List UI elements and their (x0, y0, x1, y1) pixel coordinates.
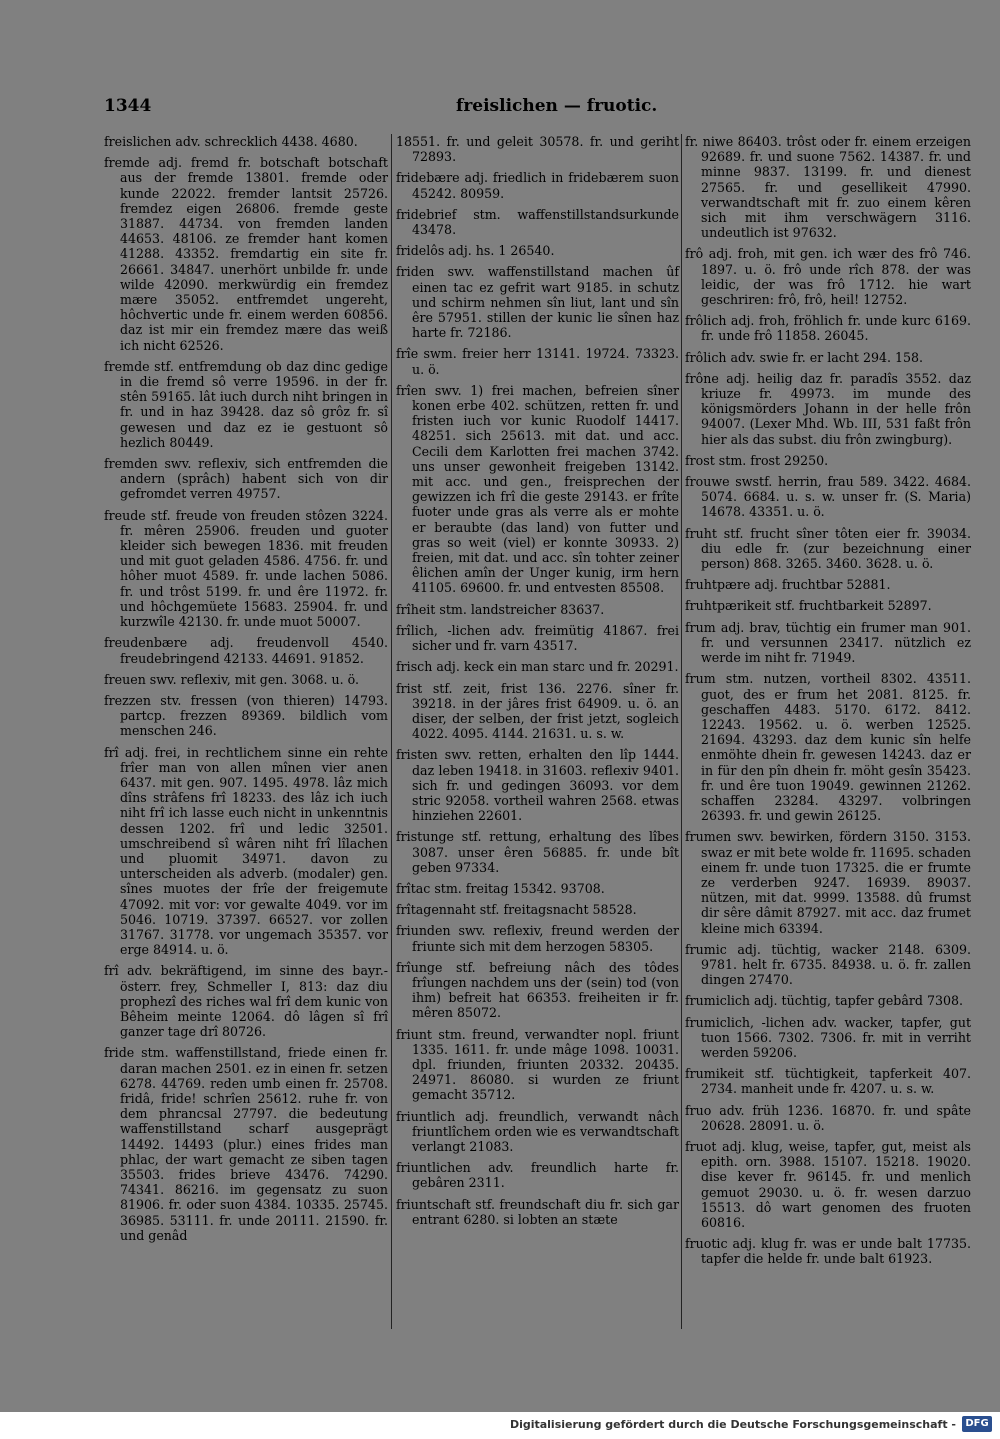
dictionary-entry: frumiclich, -lichen adv. wacker, tapfer, gut tuon 1566. 7302. 7306. fr. mit in verriht werden 59206. (685, 1014, 971, 1060)
dictionary-entry: frîheit stm. landstreicher 83637. (396, 601, 605, 617)
dictionary-entry: frîlich, -lichen adv. freimütig 41867. frei sicher und fr. varn 43517. (396, 622, 679, 654)
dictionary-entry: fr. niwe 86403. trôst oder fr. einem erzeigen 92689. fr. und suone 7562. 14387. fr. und minne 9837. 13199. fr. und dienest 27565. fr. und gesellikeit 47990. verwandtschaft mit fr. zuo einem kêren sich mit ihm verschwägern 3116. undeutlich ist 97632. (685, 134, 971, 241)
dictionary-entry: frezzen stv. fressen (von thieren) 14793. partcp. frezzen 89369. bildlich vom menschen 246. (104, 692, 388, 739)
dictionary-entry: friuntlich adj. freundlich, verwandt nâch friuntlîchem orden wie es verwandtschaft verlangt 21083. (396, 1108, 679, 1154)
dfg-logo-icon: DFG (962, 1416, 992, 1432)
dictionary-entry: frost stm. frost 29250. (685, 452, 829, 468)
dictionary-entry: friden swv. waffenstillstand machen ûf einen tac ez gefrit wart 9185. in schutz und schirm nehmen sîn liut, lant und sîn êre 57951. stillen der kunic lie sînen haz harte fr. 72186. (396, 264, 679, 341)
dictionary-entry: frîen swv. 1) frei machen, befreien sîner konen erbe 402. schützen, retten fr. und fristen iuch vor kunic Ruodolf 14417. 48251. sich 25613. mit dat. und acc. Cecili dem Karlotten frei machen 3742. uns unser gewonheit freigeben 13142. mit acc. und gen., freisprechen der gewizzen ich frî die geste 29143. er frîte fuoter unde gras als verre als er mohte er beraubte (das land) von futter und gras so weit (viel) er konnte 30933. 2) freien, mit dat. und acc. sîn tohter zeiner êlichen amîn der Unger kunig, irm hern 41105. 69600. fr. und entvesten 85508. (396, 382, 679, 596)
dictionary-entry: frumikeit stf. tüchtigkeit, tapferkeit 407. 2734. manheit unde fr. 4207. u. s. w. (685, 1066, 971, 1097)
dictionary-entry: frum adj. brav, tüchtig ein frumer man 901. fr. und versunnen 23417. nützlich ez werde im niht fr. 71949. (685, 619, 971, 666)
dictionary-entry: fridelôs adj. hs. 1 26540. (396, 243, 555, 259)
dictionary-entry: frumic adj. tüchtig, wacker 2148. 6309. 9781. helt fr. 6735. 84938. u. ö. fr. zallen dingen 27470. (685, 941, 971, 988)
dictionary-entry: frî adv. bekräftigend, im sinne des bayr.-österr. frey, Schmeller I, 813: daz diu prophezî des riches wal frî dem kunic von Bêheim meinte 12064. dô lâgen sî frî ganzer tage drî 80726. (104, 963, 388, 1040)
funding-notice: Digitalisierung gefördert durch die Deutsche Forschungsgemeinschaft - (509, 1418, 956, 1431)
dictionary-entry: freuen swv. reflexiv, mit gen. 3068. u. ö. (104, 671, 359, 687)
dictionary-entry: frumiclich adj. tüchtig, tapfer gebârd 7308. (685, 993, 964, 1009)
dictionary-entry: frum stm. nutzen, vortheil 8302. 43511. guot, des er frum het 2081. 8125. fr. geschaffen 4483. 5170. 6172. 8412. 12243. 19562. u. ö. werben 12525. 21694. 43293. daz dem kunic sîn helfe enmöhte dhein fr. gewesen 14243. daz er in für den pîn dhein fr. möht gesîn 35423. fr. und êre tuon 19049. gewinnen 21262. schaffen 23284. 43297. volbringen 26393. fr. und gewin 26125. (685, 671, 971, 824)
dictionary-entry: fremden swv. reflexiv, sich entfremden die andern (sprâch) habent sich von dir gefromdet verren 49757. (104, 456, 388, 502)
dictionary-entry: fristunge stf. rettung, erhaltung des lîbes 3087. unser êren 56885. fr. unde bît geben 97334. (396, 829, 679, 875)
page-number: 1344 (104, 96, 152, 116)
dictionary-entry: freude stf. freude von freuden stôzen 3224. fr. mêren 25906. freuden und guoter kleider sich bewegen 1836. mit freuden und mit guot geladen 4586. 4756. fr. und hôher muot 4589. fr. unde lachen 5086. fr. und trôst 5199. fr. und êre 11972. fr. und hôchgemüete 15683. 25904. fr. und kurzwîle 42130. fr. unde muot 50007. (104, 507, 388, 630)
dictionary-entry: fruo adv. früh 1236. 16870. fr. und spâte 20628. 28091. u. ö. (685, 1102, 971, 1133)
dictionary-entry: frôlich adv. swie fr. er lacht 294. 158. (685, 349, 924, 365)
dictionary-entry: frist stf. zeit, frist 136. 2276. sîner fr. 39218. in der jâres frist 64909. u. ö. an diser, der selben, der frist jetzt, sogleich 4022. 4095. 4144. 21631. u. s. w. (396, 680, 679, 742)
column-1 (104, 134, 388, 1249)
dictionary-entry: frumen swv. bewirken, fördern 3150. 3153. swaz er mit bete wolde fr. 11695. schaden einem fr. unde tuon 17325. die er frumte ze verderben 9247. 16939. 89037. nützen, mit dat. 9999. 13588. dû frumst dir sêre dâmit 87927. mit acc. daz frumet kleine mich 63394. (685, 829, 971, 936)
dictionary-entry: frisch adj. keck ein man starc und fr. 20291. (396, 659, 679, 675)
dictionary-entry: freudenbære adj. freudenvoll 4540. freudebringend 42133. 44691. 91852. (104, 635, 388, 666)
column-divider-1 (391, 134, 392, 1329)
dictionary-entry: friunden swv. reflexiv, freund werden der friunte sich mit dem herzogen 58305. (396, 923, 679, 954)
column-3 (685, 134, 971, 1273)
footer-bar (0, 1412, 1000, 1439)
column-2 (396, 134, 679, 1233)
dictionary-entry: fremde adj. fremd fr. botschaft botschaft aus der fremde 13801. fremde oder kunde 22022. fremder lantsit 25726. fremdez eigen 26806. fremde geste 31887. 44734. von fremden landen 44653. 48106. ze fremder hant komen 41288. 43352. fremdartig ein site fr. 26661. 34847. unerhört unbilde fr. unde wilde 42090. merkwürdig ein fremdez mære 35052. entfremdet ungereht, hôchvertic unde fr. einem werden 60856. daz ist mir ein fremdez mære das weiß ich nicht 62526. (104, 155, 388, 353)
dictionary-entry: fruotic adj. klug fr. was er unde balt 17735. tapfer die helde fr. unde balt 61923. (685, 1236, 971, 1267)
dictionary-entry: fristen swv. retten, erhalten den lîp 1444. daz leben 19418. in 31603. reflexiv 9401. sich fr. und gedingen 36093. vor dem stric 92058. vortheil wahren 2568. etwas hinziehen 22601. (396, 747, 679, 824)
dictionary-entry: 18551. fr. und geleit 30578. fr. und geriht 72893. (396, 134, 679, 165)
dictionary-entry: fruot adj. klug, weise, tapfer, gut, meist als epith. orn. 3988. 15107. 15218. 19020. dise kever fr. 96145. fr. und menlich gemuot 29030. u. ö. fr. wesen darzuo 15513. dô wart genomen des fruoten 60816. (685, 1138, 971, 1230)
column-divider-2 (681, 134, 682, 1329)
dictionary-entry: friuntlichen adv. freundlich harte fr. gebâren 2311. (396, 1160, 679, 1191)
dictionary-entry: frouwe swstf. herrin, frau 589. 3422. 4684. 5074. 6684. u. s. w. unser fr. (S. Maria) 14678. 43351. u. ö. (685, 474, 971, 520)
dictionary-entry: frô adj. froh, mit gen. ich wær des frô 746. 1897. u. ö. frô unde rîch 878. der was leidic, der was frô 1712. hie wart geschriren: frô, frô, heil! 12752. (685, 246, 971, 308)
dictionary-entry: frîtac stm. freitag 15342. 93708. (396, 880, 605, 896)
dictionary-entry: friuntschaft stf. freundschaft diu fr. sich gar entrant 6280. si lobten an stæte (396, 1196, 679, 1227)
dictionary-entry: frône adj. heilig daz fr. paradîs 3552. daz kriuze fr. 49973. im munde des königsmörders Johann in der helle frôn 94007. (Lexer Mhd. Wb. III, 531 faßt frôn hier als das subst. diu frôn zwingburg). (685, 370, 971, 447)
dictionary-entry: fruhtpærikeit stf. fruchtbarkeit 52897. (685, 598, 932, 614)
page-header (104, 96, 972, 124)
dictionary-entry: fremde stf. entfremdung ob daz dinc gedige in die fremd sô verre 19596. in der fr. stên 59165. lât iuch durch niht bringen in fr. und in haz 39428. daz sô grôz fr. sî gewesen und daz ez ie gestuont sô hezlich 80449. (104, 358, 388, 450)
dictionary-entry: fridebære adj. friedlich in fridebærem suon 45242. 80959. (396, 170, 679, 201)
dictionary-entry: frîe swm. freier herr 13141. 19724. 73323. u. ö. (396, 346, 679, 377)
running-head: freislichen — fruotic. (456, 96, 658, 116)
dictionary-entry: fruhtpære adj. fruchtbar 52881. (685, 577, 891, 593)
dictionary-entry: fride stm. waffenstillstand, friede einen fr. daran machen 2501. ez in einen fr. setzen 6278. 44769. reden umb einen fr. 25708. fridâ, fride! schrîen 25612. ruhe fr. von dem phrancsal 27797. die bedeutung waffenstillstand scharf ausgeprägt 14492. 14493 (plur.) eines frides man phlac, der wart gemacht ze siben tagen 35503. frides brieve 43476. 74290. 74341. 86216. im gegensatz zu suon 81906. fr. oder suon 4384. 10335. 25745. 36985. 53111. fr. unde 20111. 21590. fr. und genâd (104, 1045, 388, 1243)
dictionary-entry: frî adj. frei, in rechtlichem sinne ein rehte frîer man von allen mînen vier anen 6437. mit gen. 907. 1495. 4978. lâz mich dîns strâfens frî 18233. des lâz ich iuch niht frî ich lasse euch nicht in unkenntnis dessen 1202. frî und ledic 32501. umschreibend sî wâren niht frî lîlachen und pluomit 34971. davon zu unterscheiden als adverb. (modaler) gen. sînes muotes der frîe der freigemute 47092. mit vor: vor gewalte 4049. vor im 5046. 10719. 37397. 66527. vor zollen 31767. 31778. vor ungemach 35357. vor erge 84914. u. ö. (104, 744, 388, 958)
dictionary-entry: frôlich adj. froh, fröhlich fr. unde kurc 6169. fr. unde frô 11858. 26045. (685, 313, 971, 344)
dictionary-entry: freislichen adv. schrecklich 4438. 4680. (104, 134, 358, 149)
dictionary-entry: frîunge stf. befreiung nâch des tôdes frîungen nachdem uns der (sein) tod (von ihm) befreit hat 66353. freiheiten ir fr. mêren 85072. (396, 959, 679, 1021)
dictionary-entry: fridebrief stm. waffenstillstandsurkunde 43478. (396, 206, 679, 238)
dictionary-entry: frîtagennaht stf. freitagsnacht 58528. (396, 902, 637, 918)
dictionary-entry: fruht stf. frucht sîner tôten eier fr. 39034. diu edle fr. (zur bezeichnung einer person) 868. 3265. 3460. 3628. u. ö. (685, 525, 971, 572)
dictionary-entry: friunt stm. freund, verwandter nopl. friunt 1335. 1611. fr. unde mâge 1098. 10031. dpl. friunden, friunten 20332. 20435. 24971. 86080. si wurden ze friunt gemacht 35712. (396, 1026, 679, 1103)
